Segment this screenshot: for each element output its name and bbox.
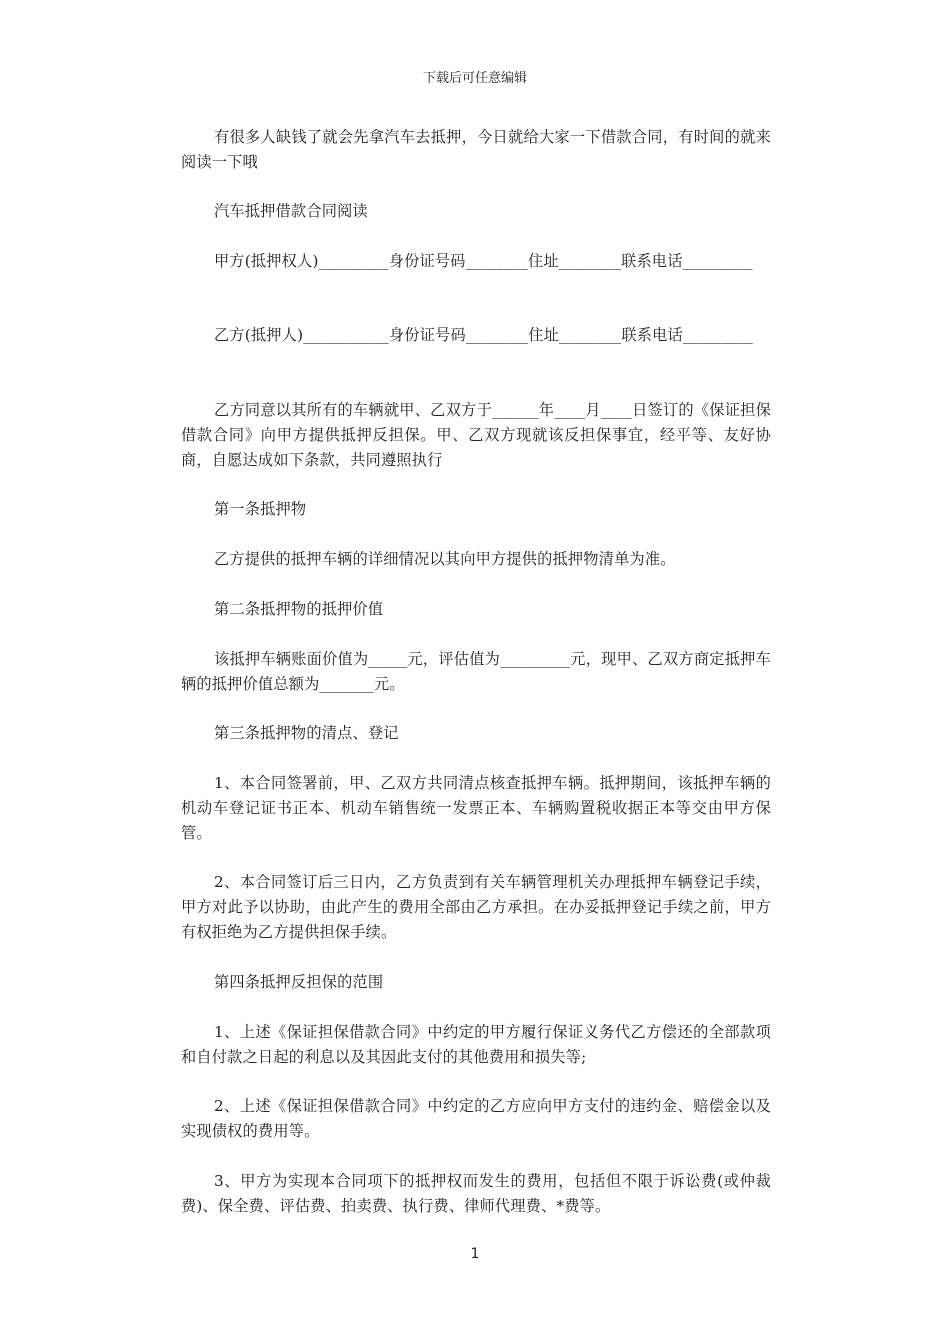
article-2-text: 该抵押车辆账面价值为_____元，评估值为_________元，现甲、乙双方商定抵押车辆的抵押价值总额为_______元。 bbox=[181, 650, 771, 693]
article-2-heading: 第二条抵押物的抵押价值 bbox=[214, 600, 384, 618]
page-number: 1 bbox=[470, 1246, 480, 1262]
article-1-heading: 第一条抵押物 bbox=[214, 500, 307, 518]
agreement-paragraph: 乙方同意以其所有的车辆就甲、乙双方于______年____月____日签订的《保证担保借款合同》向甲方提供抵押反担保。甲、乙双方现就该反担保事宜，经平等、友好协商，自愿达成如下条款，共同遵照执行 bbox=[181, 401, 771, 469]
page-header: 下载后可任意编辑 bbox=[422, 71, 527, 86]
article-3-item-2: 2、本合同签订后三日内，乙方负责到有关车辆管理机关办理抵押车辆登记手续，甲方对此予以协助，由此产生的费用全部由乙方承担。在办妥抵押登记手续之前，甲方有权拒绝为乙方提供担保手续。 bbox=[181, 873, 771, 941]
article-4-heading: 第四条抵押反担保的范围 bbox=[214, 973, 384, 991]
contract-title: 汽车抵押借款合同阅读 bbox=[214, 202, 368, 220]
intro-paragraph: 有很多人缺钱了就会先拿汽车去抵押，今日就给大家一下借款合同，有时间的就来阅读一下哦 bbox=[181, 128, 771, 171]
party-b-line: 乙方(抵押人)___________身份证号码________住址________联系电话_________ bbox=[214, 326, 754, 344]
article-3-item-1: 1、本合同签署前，甲、乙双方共同清点核查抵押车辆。抵押期间，该抵押车辆的机动车登记证书正本、机动车销售统一发票正本、车辆购置税收据正本等交由甲方保管。 bbox=[181, 774, 771, 842]
article-3-heading: 第三条抵押物的清点、登记 bbox=[214, 724, 399, 742]
article-4-item-1: 1、上述《保证担保借款合同》中约定的甲方履行保证义务代乙方偿还的全部款项和自付款之日起的利息以及其因此支付的其他费用和损失等; bbox=[181, 1023, 771, 1066]
article-4-item-3: 3、甲方为实现本合同项下的抵押权而发生的费用，包括但不限于诉讼费(或仲裁费)、保全费、评估费、拍卖费、执行费、律师代理费、*费等。 bbox=[181, 1172, 771, 1215]
party-a-line: 甲方(抵押权人)_________身份证号码________住址________联系电话_________ bbox=[214, 252, 753, 270]
article-4-item-2: 2、上述《保证担保借款合同》中约定的乙方应向甲方支付的违约金、赔偿金以及实现债权的费用等。 bbox=[181, 1097, 771, 1140]
article-1-text: 乙方提供的抵押车辆的详细情况以其向甲方提供的抵押物清单为准。 bbox=[214, 550, 676, 568]
